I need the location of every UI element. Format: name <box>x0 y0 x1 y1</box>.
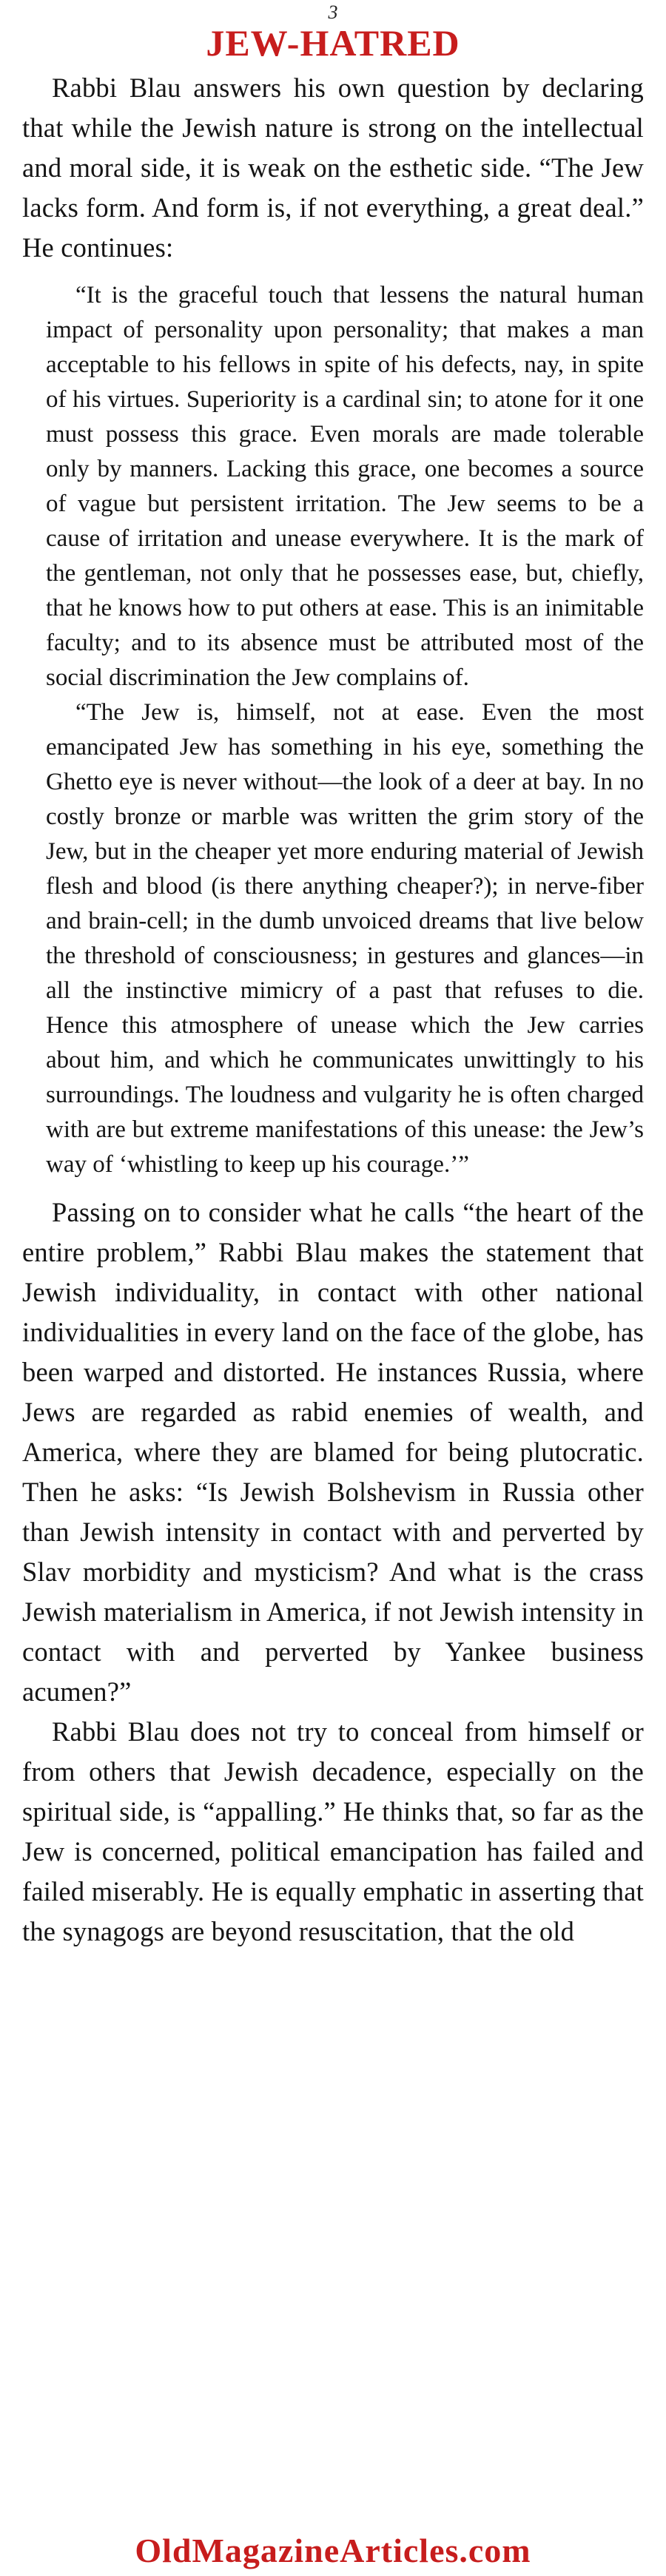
page-number: 3 <box>328 1 338 23</box>
body-paragraph-decadence: Rabbi Blau does not try to conceal from himself or from others that Jewish decadence, especially on the spiritual side, is “appalling.” He thinks that, so far as the Jew is concerned, political emancipation has failed and failed miserably. He is equally emphatic in asserting that the synagogs are beyond resuscitation, that the old <box>22 1716 644 1946</box>
body-paragraph-intro: Rabbi Blau answers his own question by declaring that while the Jewish nature is strong on the intellectual and moral side, it is weak on the esthetic side. “The Jew lacks form. And form is, if not everything, a great deal.” He continues: <box>22 73 644 263</box>
body-paragraph-problem: Passing on to consider what he calls “the heart of the entire problem,” Rabbi Blau makes the statement that Jewish individuality, in contact with other national individualities in every land on the face of the globe, has been warped and distorted. He instances Russia, where Jews are regarded as rabid enemies of wealth, and America, where they are blamed for being plutocratic. Then he asks: “Is Jewish Bolshevism in Russia other than Jewish intensity in contact with and perverted by Slav morbidity and mysticism? And what is the crass Jewish materialism in America, if not Jewish intensity in contact with and perverted by Yankee business acumen?” <box>22 1197 644 1707</box>
article-title: JEW-HATRED <box>206 22 460 64</box>
block-quote-unease: “The Jew is, himself, not at ease. Even the most emancipated Jew has something in his eye, something the Ghetto eye is never without—the look of a deer at bay. In no costly bronze or marble was written the grim story of the Jew, but in the cheaper yet more enduring material of Jewish flesh and blood (is there anything cheaper?); in nerve-fiber and brain-cell; in the dumb unvoiced dreams that live below the threshold of consciousness; in gestures and glances—in all the instinctive mimicry of a past that refuses to die. Hence this atmosphere of unease which the Jew carries about him, and which he communicates unwittingly to his surroundings. The loudness and vulgarity he is often charged with are but extreme manifestations of this unease: the Jew’s way of ‘whistling to keep up his courage.’” <box>46 699 644 1178</box>
site-watermark: OldMagazineArticles.com <box>135 2532 531 2569</box>
block-quote-grace: “It is the graceful touch that lessens the natural human impact of personality upon personality; that makes a man acceptable to his fellows in spite of his defects, nay, in spite of his virtues. Superiority is a cardinal sin; to atone for it one must possess this grace. Even morals are made tolerable only by manners. Lacking this grace, one becomes a source of vague but persistent irritation. The Jew seems to be a cause of irritation and unease everywhere. It is the mark of the gentleman, not only that he possesses ease, but, chiefly, that he knows how to put others at ease. This is an inimitable faculty; and to its absence must be attributed most of the social discrimination the Jew complains of. <box>46 282 644 691</box>
